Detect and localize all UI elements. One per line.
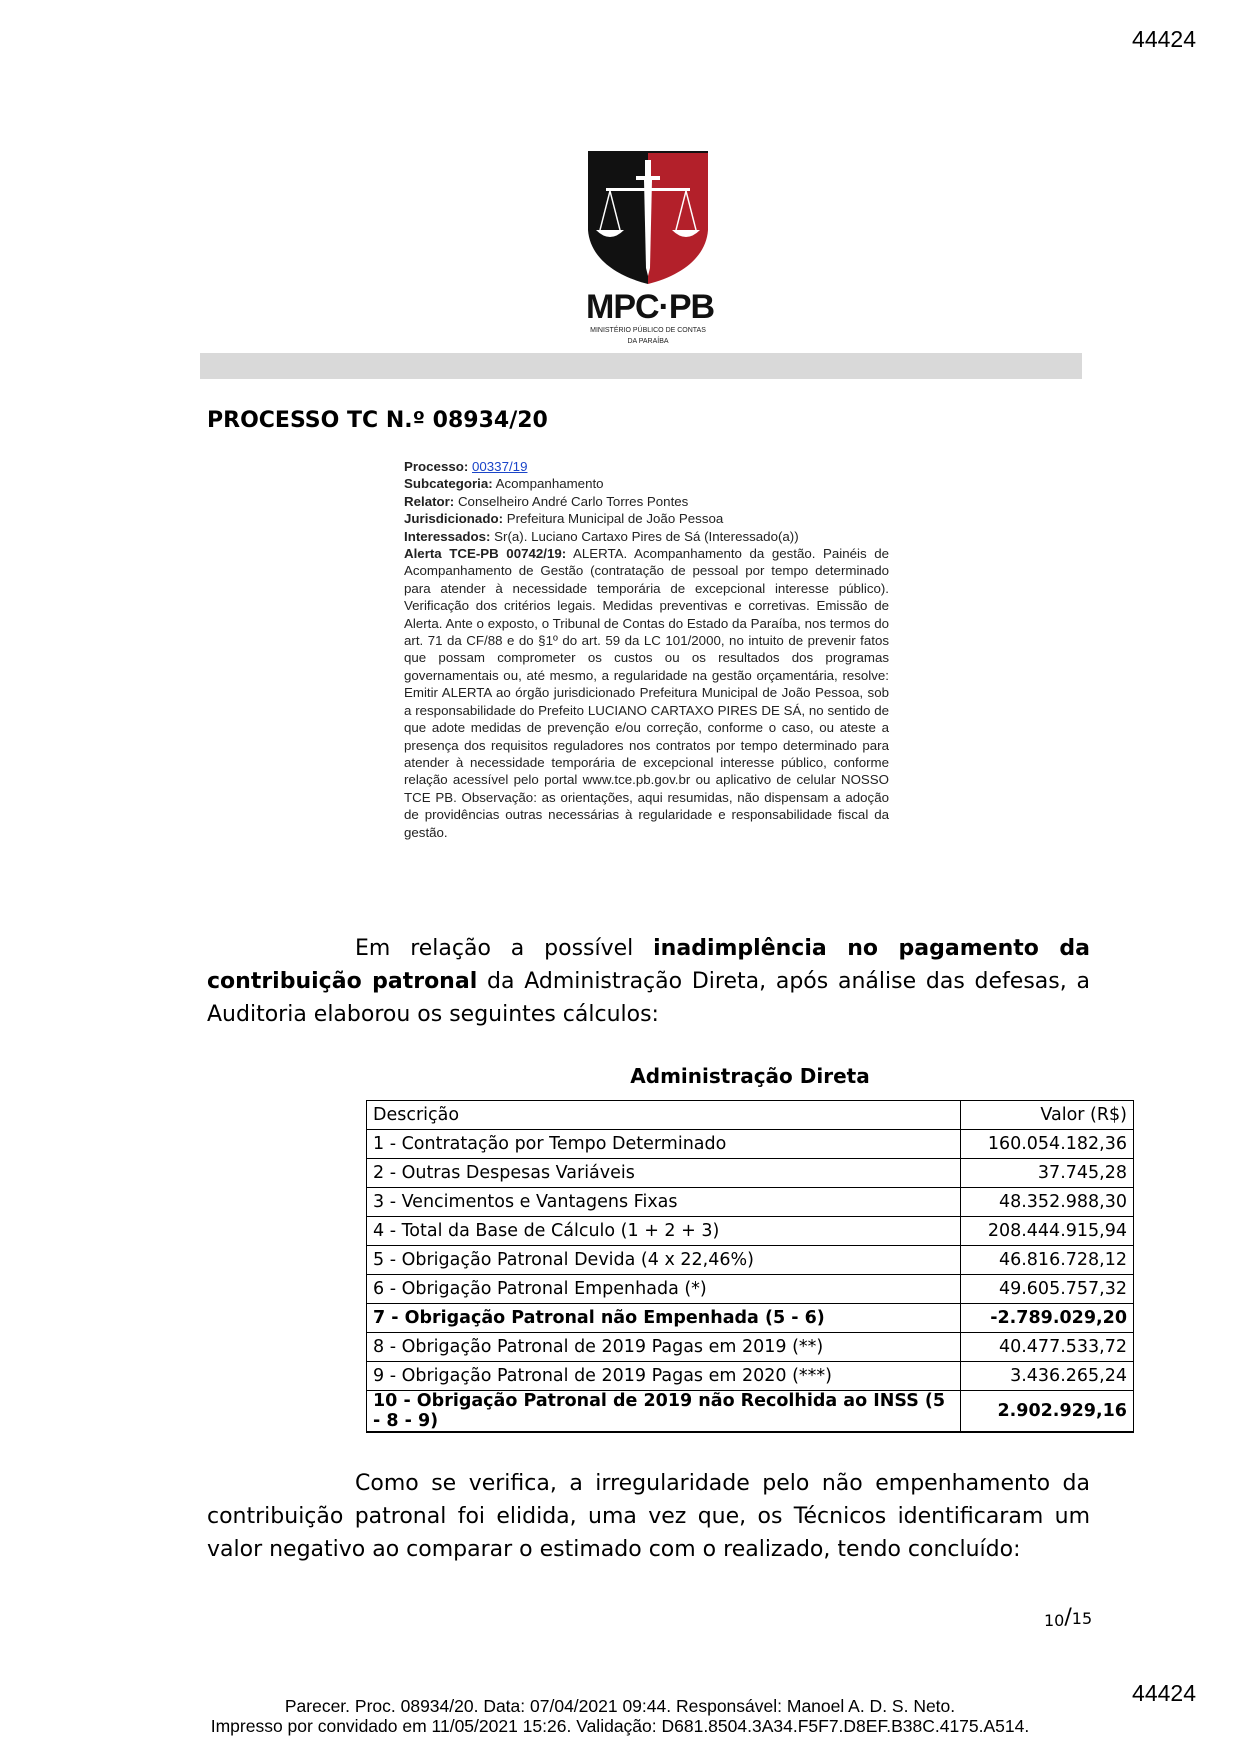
page-counter [1044,1605,1092,1630]
subcategoria-value: Acompanhamento [495,476,604,492]
logo-subtitle-line2: DA PARAÍBA [627,338,669,345]
processo-label: Processo: [404,459,469,474]
row-valor: 2.902.929,16 [961,1391,1134,1433]
row-valor: -2.789.029,20 [961,1304,1134,1333]
row-descricao: 2 - Outras Despesas Variáveis [367,1159,961,1188]
page-slash: / [1064,1605,1072,1630]
jurisdicionado-value: Prefeitura Municipal de João Pessoa [506,511,724,527]
paragraph-1 [207,932,1090,1031]
page-number-top: 44424 [1132,26,1196,52]
table-row [367,1362,1134,1391]
table-row [367,1217,1134,1246]
footer-line-2: Impresso por convidado em 11/05/2021 15:26. Validação: D681.8504.3A34.F5F7.D8EF.B38C.4175.A514. [210,1716,1030,1736]
jurisdicionado-label: Jurisdicionado: [404,511,503,527]
interessados-label: Interessados: [404,528,491,544]
header-descricao: Descrição [367,1101,961,1130]
interessados-value: Sr(a). Luciano Cartaxo Pires de Sá (Interessado(a)) [494,528,799,544]
row-descricao: 4 - Total da Base de Cálculo (1 + 2 + 3) [367,1217,961,1246]
administracao-direta-table [366,1100,1134,1433]
table-title: Administração Direta [630,1064,870,1088]
table-row [367,1130,1134,1159]
row-descricao: 1 - Contratação por Tempo Determinado [367,1130,961,1159]
alerta-text: ALERTA. Acompanhamento da gestão. Painéis de Acompanhamento de Gestão (contratação de pessoal por tempo determinado para atender à necessidade temporária de excepcional interesse público). Verificação dos critérios legais. Medidas preventivas e corretivas. Emissão de Alerta. Ante o exposto, o Tribunal de Contas do Estado da Paraíba, nos termos do art. 71 da CF/88 e do §1º do art. 59 da LC 101/2000, no intuito de prevenir fatos que possam comprometer os custos ou os resultados dos programas governamentais ou, até mesmo, a regularidade na gestão orçamentária, resolve: Emitir ALERTA ao órgão jurisdicionado Prefeitura Municipal de João Pessoa, sob a responsabilidade do Prefeito LUCIANO CARTAXO PIRES DE SÁ, no sentido de que adote medidas de prevenção e/ou correção, conforme o caso, ou ateste a presença dos requisitos reguladores nos contratos por tempo determinado para atender à necessidade temporária de excepcional interesse público, conforme relação acessível pelo portal www.tce.pb.gov.br ou aplicativo de celular NOSSO TCE PB. Observação: as orientações, aqui resumidas, não dispensam a adoção de providências outras necessárias à regularidade e responsabilidade fiscal da gestão. [404,546,889,840]
paragraph-1-pre: Em relação a possível [355,936,654,961]
table-row [367,1275,1134,1304]
relator-value: Conselheiro André Carlo Torres Pontes [457,493,689,509]
table-row [367,1391,1134,1433]
table-header-row [367,1101,1134,1130]
logo-title: MPC·PB [586,288,715,326]
table-row [367,1304,1134,1333]
paragraph-2-text: Como se verifica, a irregularidade pelo não empenhamento da contribuição patronal foi elidida, uma vez que, os Técnicos identificaram um valor negativo ao comparar o estimado com o realizado, tendo concluído: [207,1471,1090,1562]
row-descricao: 3 - Vencimentos e Vantagens Fixas [367,1188,961,1217]
page-current: 10 [1044,1611,1065,1630]
row-descricao: 6 - Obrigação Patronal Empenhada (*) [367,1275,961,1304]
paragraph-2 [207,1467,1090,1566]
paragraph-1-bold: inadimplência no pagamento da contribuição patronal [207,936,1090,994]
header-valor: Valor (R$) [961,1101,1134,1130]
relator-label: Relator: [404,493,455,509]
mpc-pb-logo-shield-icon [586,150,710,286]
row-descricao: 10 - Obrigação Patronal de 2019 não Recolhida ao INSS (5 - 8 - 9) [367,1391,961,1433]
table-row [367,1159,1134,1188]
row-valor: 160.054.182,36 [961,1130,1134,1159]
processo-link[interactable]: 00337/19 [472,459,528,474]
page-total: 15 [1071,1609,1093,1628]
row-valor: 46.816.728,12 [961,1246,1134,1275]
page-number-bottom: 44424 [1132,1680,1196,1706]
row-valor: 49.605.757,32 [961,1275,1134,1304]
subcategoria-label: Subcategoria: [404,476,493,492]
row-valor: 208.444.915,94 [961,1217,1134,1246]
alerta-label: Alerta TCE-PB 00742/19: [404,546,567,562]
table-row [367,1246,1134,1275]
process-title: PROCESSO TC N.º 08934/20 [207,408,548,433]
row-valor: 37.745,28 [961,1159,1134,1188]
row-valor: 40.477.533,72 [961,1333,1134,1362]
scanned-excerpt [404,458,889,841]
logo-subtitle-line1: MINISTÉRIO PÚBLICO DE CONTAS [590,327,706,334]
row-descricao: 7 - Obrigação Patronal não Empenhada (5 - 6) [367,1304,961,1333]
table-row [367,1333,1134,1362]
row-descricao: 8 - Obrigação Patronal de 2019 Pagas em 2019 (**) [367,1333,961,1362]
paragraph-1-post: da Administração Direta, após análise das defesas, a Auditoria elaborou os seguintes cálculos: [207,969,1090,1027]
row-descricao: 5 - Obrigação Patronal Devida (4 x 22,46%) [367,1246,961,1275]
logo-text [586,288,715,346]
table-row [367,1188,1134,1217]
footer-line-1: Parecer. Proc. 08934/20. Data: 07/04/2021 09:44. Responsável: Manoel A. D. S. Neto. [284,1696,956,1716]
row-valor: 48.352.988,30 [961,1188,1134,1217]
row-descricao: 9 - Obrigação Patronal de 2019 Pagas em 2020 (***) [367,1362,961,1391]
footer [0,1696,1240,1736]
row-valor: 3.436.265,24 [961,1362,1134,1391]
header-divider-bar [200,353,1082,379]
